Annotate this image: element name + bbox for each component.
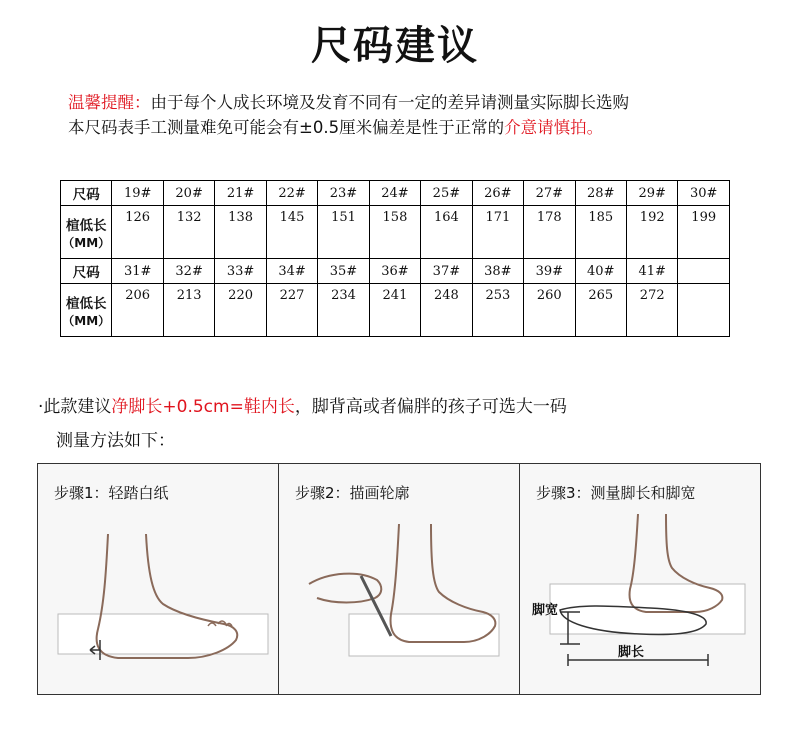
notice-line-1	[68, 90, 768, 115]
table-cell: 253	[472, 284, 523, 337]
table-cell: 36#	[369, 259, 420, 284]
length-header-cell	[61, 206, 112, 259]
fit-tip-prefix: ·此款建议	[38, 397, 112, 417]
notice-line2-highlight: 介意请慎拍。	[504, 118, 604, 137]
table-cell: 206	[112, 284, 163, 337]
step-1-panel	[38, 464, 279, 694]
paper-sheet	[349, 614, 499, 656]
fit-tip	[38, 394, 567, 420]
table-cell: 30#	[678, 181, 730, 206]
table-cell: 126	[112, 206, 163, 259]
notice-label: 温馨提醒：	[68, 93, 151, 112]
table-cell: 31#	[112, 259, 163, 284]
table-cell: 164	[421, 206, 472, 259]
table-cell: 32#	[163, 259, 214, 284]
table-cell: 29#	[626, 181, 677, 206]
step-2-label: 步骤2：描画轮廓	[295, 484, 410, 502]
table-cell: 178	[524, 206, 575, 259]
length-header-unit: （MM）	[62, 235, 111, 250]
table-cell: 241	[369, 284, 420, 337]
table-cell: 234	[318, 284, 369, 337]
size-header-cell: 尺码	[61, 259, 112, 284]
size-header-cell: 尺码	[61, 181, 112, 206]
table-cell: 22#	[266, 181, 317, 206]
step-3-label: 步骤3：测量脚长和脚宽	[536, 484, 696, 502]
table-cell: 199	[678, 206, 730, 259]
page-title: 尺码建议	[311, 23, 479, 69]
table-cell: 248	[421, 284, 472, 337]
paper-sheet	[550, 584, 745, 634]
table-cell: 185	[575, 206, 626, 259]
table-cell	[678, 284, 730, 337]
table-cell: 138	[215, 206, 266, 259]
table-cell: 35#	[318, 259, 369, 284]
table-cell: 272	[626, 284, 677, 337]
table-cell: 39#	[524, 259, 575, 284]
fit-tip-suffix: ，脚背高或者偏胖的孩子可选大一码	[294, 397, 567, 417]
method-title: 测量方法如下：	[56, 431, 175, 451]
length-header-label: 楦低长	[65, 217, 107, 234]
table-cell: 38#	[472, 259, 523, 284]
table-cell: 145	[266, 206, 317, 259]
notice-block	[68, 90, 768, 140]
size-row	[61, 259, 730, 284]
table-cell: 265	[575, 284, 626, 337]
step-1-label: 步骤1：轻踏白纸	[54, 484, 169, 502]
table-cell: 19#	[112, 181, 163, 206]
table-cell: 27#	[524, 181, 575, 206]
table-cell: 220	[215, 284, 266, 337]
table-cell: 192	[626, 206, 677, 259]
table-cell: 26#	[472, 181, 523, 206]
table-cell: 132	[163, 206, 214, 259]
table-cell: 28#	[575, 181, 626, 206]
notice-line-2	[68, 115, 768, 140]
notice-line1-text: 由于每个人成长环境及发育不同有一定的差异请测量实际脚长选购	[150, 93, 629, 112]
table-cell: 227	[266, 284, 317, 337]
length-row	[61, 206, 730, 259]
step-3-panel	[520, 464, 760, 694]
length-header-cell	[61, 284, 112, 337]
table-cell: 158	[369, 206, 420, 259]
table-cell: 40#	[575, 259, 626, 284]
length-header-label: 楦低长	[65, 295, 107, 312]
size-row	[61, 181, 730, 206]
step-2-panel	[279, 464, 520, 694]
foot-width-label: 脚宽	[532, 603, 559, 618]
table-cell: 151	[318, 206, 369, 259]
fit-tip-formula: 净脚长+0.5cm=鞋内长	[111, 397, 295, 417]
table-cell: 260	[524, 284, 575, 337]
length-header-unit: （MM）	[62, 313, 111, 328]
notice-line2-text: 本尺码表手工测量难免可能会有±0.5厘米偏差是性于正常的	[68, 118, 505, 137]
table-cell: 24#	[369, 181, 420, 206]
table-cell: 37#	[421, 259, 472, 284]
table-cell	[678, 259, 730, 284]
table-cell: 20#	[163, 181, 214, 206]
length-row	[61, 284, 730, 337]
table-cell: 171	[472, 206, 523, 259]
steps-panel-group	[37, 463, 761, 695]
table-cell: 213	[163, 284, 214, 337]
table-cell: 21#	[215, 181, 266, 206]
table-cell: 25#	[421, 181, 472, 206]
table-cell: 41#	[626, 259, 677, 284]
size-table	[60, 180, 730, 337]
table-cell: 33#	[215, 259, 266, 284]
table-cell: 23#	[318, 181, 369, 206]
foot-length-label: 脚长	[618, 645, 645, 660]
table-cell: 34#	[266, 259, 317, 284]
